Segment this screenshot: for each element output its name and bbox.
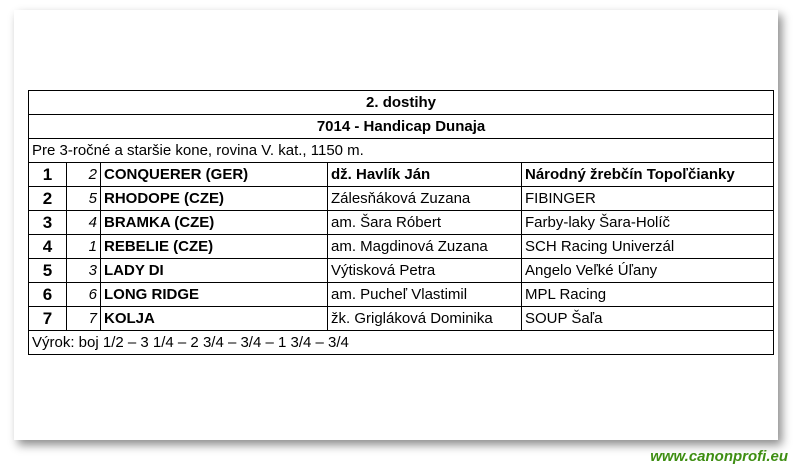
jockey-name: dž. Havlík Ján	[328, 163, 522, 187]
horse-name: LONG RIDGE	[101, 283, 328, 307]
owner-name: MPL Racing	[522, 283, 774, 307]
owner-name: SOUP Šaľa	[522, 307, 774, 331]
owner-name: FIBINGER	[522, 187, 774, 211]
owner-name: SCH Racing Univerzál	[522, 235, 774, 259]
result-row	[29, 211, 774, 235]
owner-name: Angelo Veľké Úľany	[522, 259, 774, 283]
horse-name: CONQUERER (GER)	[101, 163, 328, 187]
race-name: 7014 - Handicap Dunaja	[29, 115, 774, 139]
owner-name: Národný žrebčín Topoľčianky	[522, 163, 774, 187]
start-number: 7	[67, 307, 101, 331]
start-number: 4	[67, 211, 101, 235]
jockey-name: am. Magdinová Zuzana	[328, 235, 522, 259]
horse-name: REBELIE (CZE)	[101, 235, 328, 259]
result-row	[29, 283, 774, 307]
race-results-table	[28, 90, 774, 355]
horse-name: KOLJA	[101, 307, 328, 331]
race-conditions: Pre 3-ročné a staršie kone, rovina V. kat., 1150 m.	[29, 139, 774, 163]
race-name-row	[29, 115, 774, 139]
horse-name: RHODOPE (CZE)	[101, 187, 328, 211]
place: 1	[29, 163, 67, 187]
verdict-row	[29, 331, 774, 355]
result-row	[29, 163, 774, 187]
watermark-text: www.canonprofi.eu	[650, 448, 788, 465]
race-verdict: Výrok: boj 1/2 – 3 1/4 – 2 3/4 – 3/4 – 1 3/4 – 3/4	[29, 331, 774, 355]
jockey-name: Zálesňáková Zuzana	[328, 187, 522, 211]
race-title: 2. dostihy	[29, 91, 774, 115]
jockey-name: am. Šara Róbert	[328, 211, 522, 235]
place: 6	[29, 283, 67, 307]
start-number: 6	[67, 283, 101, 307]
result-row	[29, 259, 774, 283]
start-number: 1	[67, 235, 101, 259]
result-row	[29, 187, 774, 211]
place: 3	[29, 211, 67, 235]
place: 7	[29, 307, 67, 331]
place: 2	[29, 187, 67, 211]
result-row	[29, 235, 774, 259]
place: 4	[29, 235, 67, 259]
place: 5	[29, 259, 67, 283]
jockey-name: am. Pucheľ Vlastimil	[328, 283, 522, 307]
race-conditions-row	[29, 139, 774, 163]
start-number: 5	[67, 187, 101, 211]
start-number: 3	[67, 259, 101, 283]
start-number: 2	[67, 163, 101, 187]
race-title-row	[29, 91, 774, 115]
horse-name: BRAMKA (CZE)	[101, 211, 328, 235]
jockey-name: Výtisková Petra	[328, 259, 522, 283]
jockey-name: žk. Grigláková Dominika	[328, 307, 522, 331]
owner-name: Farby-laky Šara-Holíč	[522, 211, 774, 235]
result-row	[29, 307, 774, 331]
horse-name: LADY DI	[101, 259, 328, 283]
